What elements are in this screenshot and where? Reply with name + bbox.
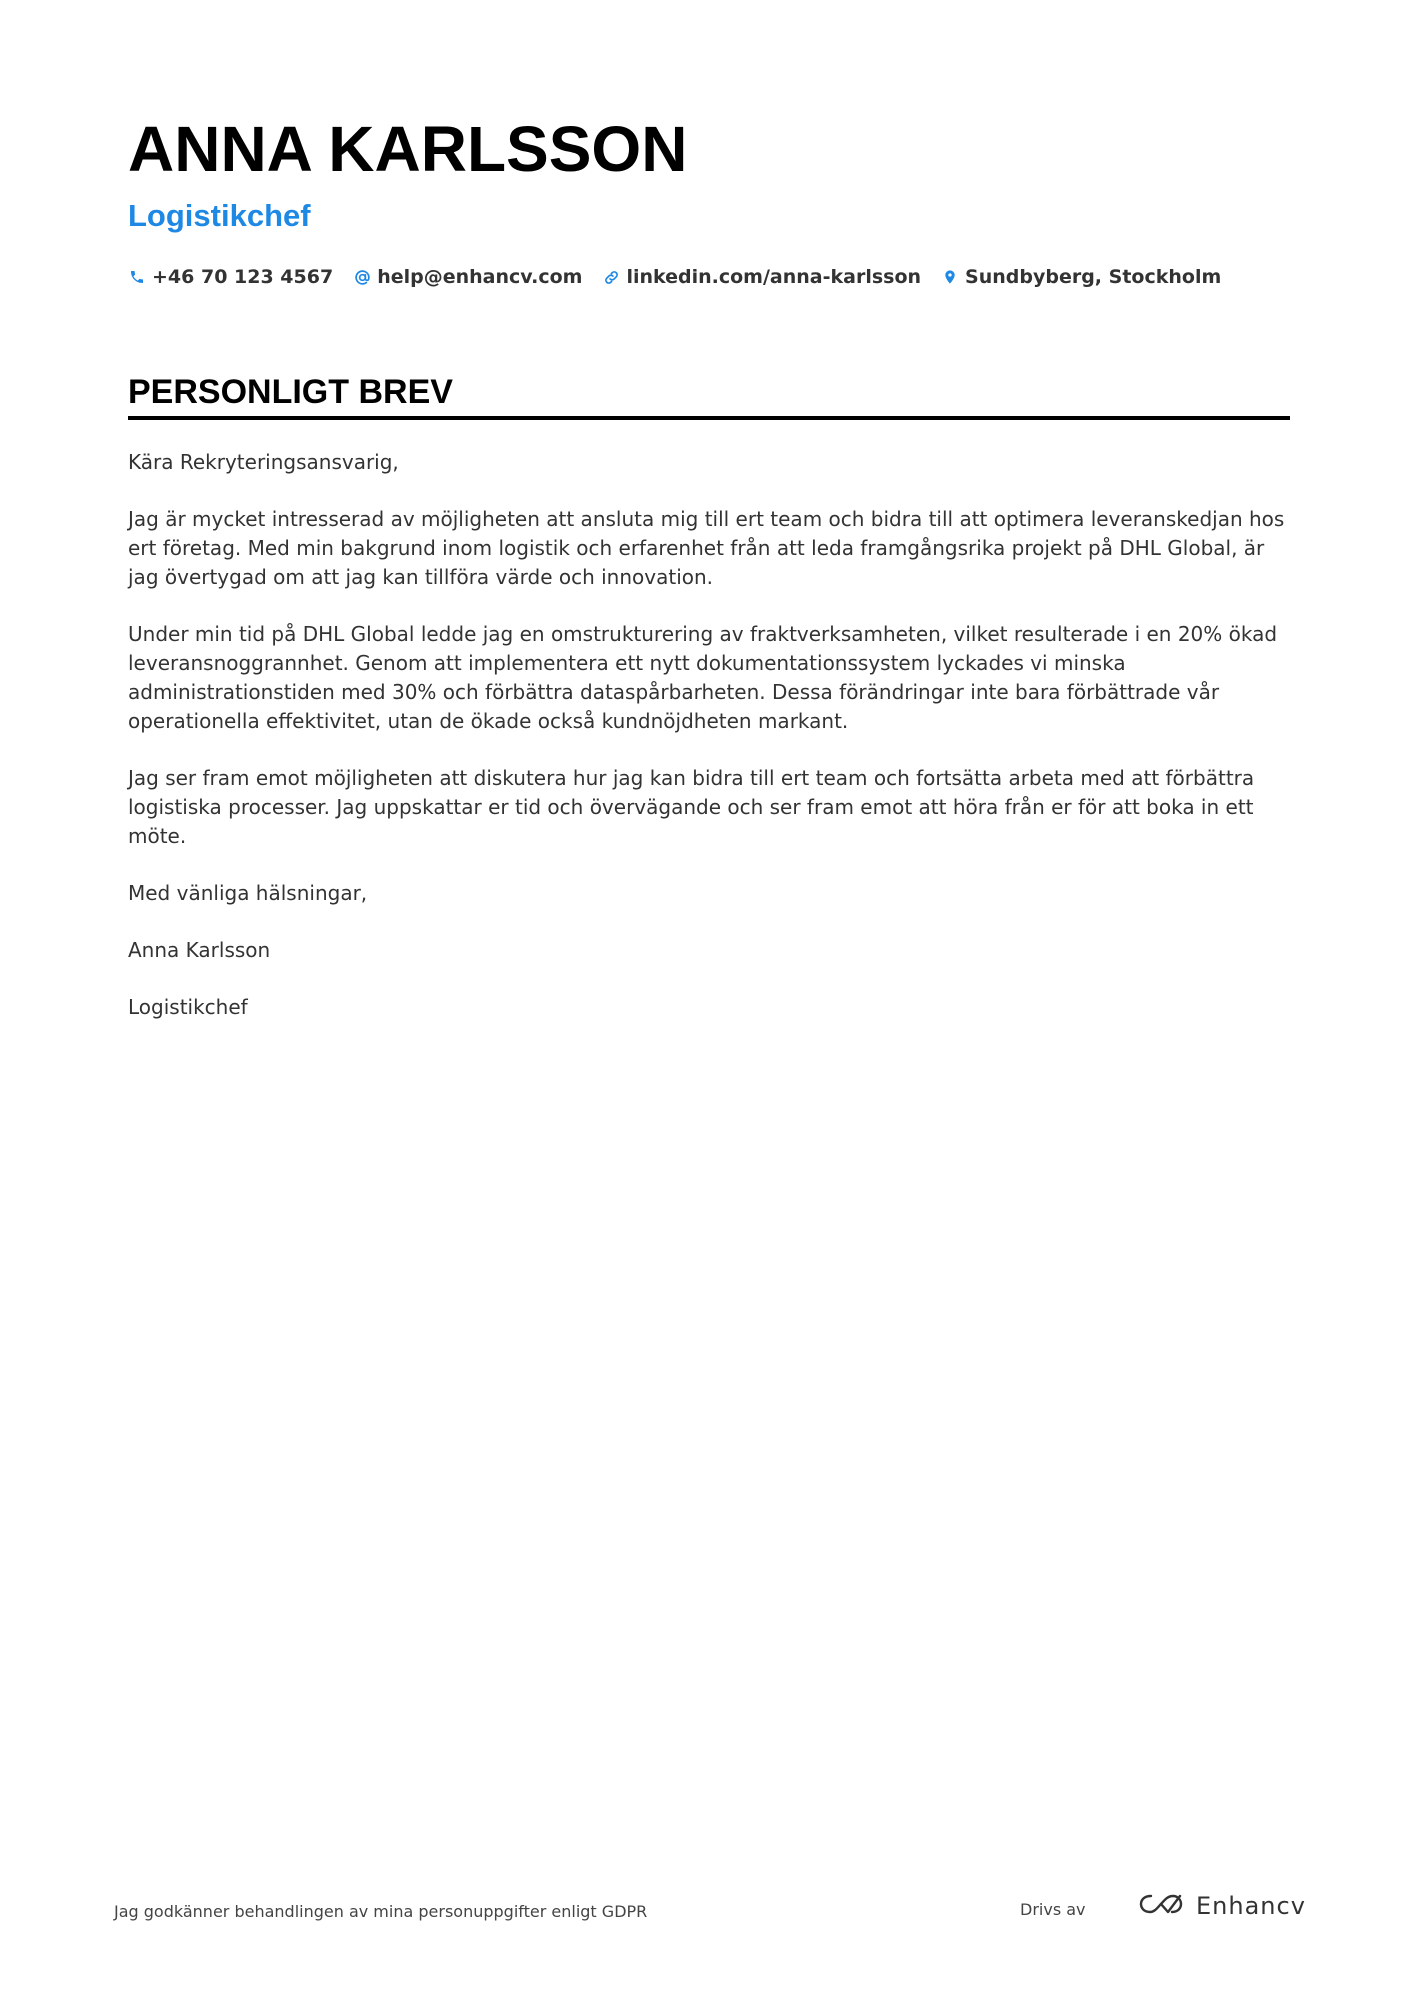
location-pin-icon — [941, 268, 959, 286]
signature-name: Anna Karlsson — [128, 938, 271, 962]
contact-email-text: help@enhancv.com — [377, 266, 583, 288]
contact-linkedin[interactable] — [602, 266, 921, 288]
contact-phone-text: +46 70 123 4567 — [152, 266, 334, 288]
letter-body — [128, 448, 1290, 1022]
contact-location-text: Sundbyberg, Stockholm — [965, 266, 1222, 288]
closing: Med vänliga hälsningar, — [128, 881, 368, 905]
signature-title: Logistikchef — [128, 995, 248, 1019]
letter-content — [128, 110, 1290, 1050]
paragraph-1: Jag är mycket intresserad av möjligheten att ansluta mig till ert team och bidra till att optimera leveranskedjan hos ert företag. Med min bakgrund inom logistik och erfarenhet från att leda framgångsrika projekt på DHL Global, är jag övertygad om att jag kan tillföra värde och innovation. — [128, 507, 1285, 589]
contact-email[interactable] — [353, 266, 582, 288]
section-title: PERSONLIGT BREV — [128, 372, 1290, 420]
phone-icon — [128, 268, 146, 286]
salutation: Kära Rekryteringsansvarig, — [128, 450, 399, 474]
link-icon — [602, 268, 620, 286]
powered-by-label: Drivs av — [1020, 1900, 1086, 1919]
brand-logo[interactable] — [1138, 1892, 1306, 1920]
footer — [114, 1890, 1306, 1926]
applicant-title: Logistikchef — [128, 198, 311, 233]
enhancv-logo-icon — [1138, 1892, 1184, 1920]
contact-linkedin-text: linkedin.com/anna-karlsson — [626, 266, 922, 288]
brand-name: Enhancv — [1196, 1892, 1306, 1920]
paragraph-3: Jag ser fram emot möjligheten att diskutera hur jag kan bidra till ert team och fortsätta arbeta med att förbättra logistiska processer. Jag uppskattar er tid och övervägande och ser fram emot att höra från er för att boka in ett möte. — [128, 766, 1255, 848]
contact-location — [941, 266, 1221, 288]
contact-phone[interactable] — [128, 266, 333, 288]
paragraph-2: Under min tid på DHL Global ledde jag en omstrukturering av fraktverksamheten, vilket resulterade i en 20% ökad leveransnoggrannhet. Genom att implementera ett nytt dokumentationssystem lyckades vi minska administrationstiden med 30% och förbättra dataspårbarheten. Dessa förändringar inte bara förbättrade vår operationella effektivitet, utan de ökade också kundnöjdheten markant. — [128, 622, 1278, 733]
applicant-name: ANNA KARLSSON — [128, 113, 688, 185]
at-icon — [353, 268, 371, 286]
gdpr-consent: Jag godkänner behandlingen av mina personuppgifter enligt GDPR — [114, 1902, 648, 1921]
contact-row — [128, 262, 1290, 292]
